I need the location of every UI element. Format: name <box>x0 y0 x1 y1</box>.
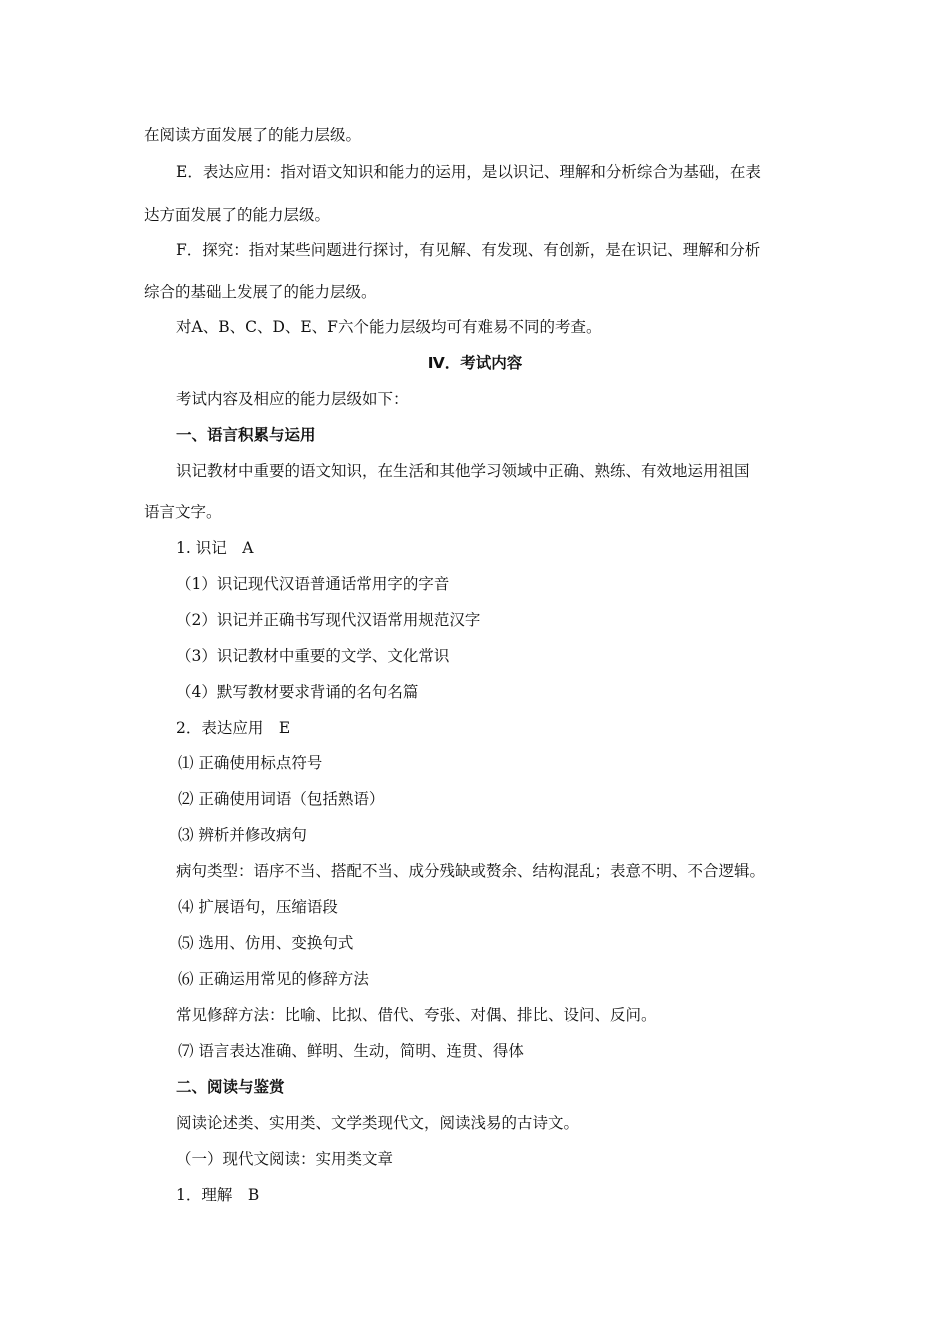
list-item: （一）现代文阅读：实用类文章 <box>176 1150 394 1168</box>
section-heading: Ⅳ．考试内容 <box>427 354 523 372</box>
list-item: ⑶ 辨析并修改病句 <box>178 826 307 844</box>
list-item: （3）识记教材中重要的文学、文化常识 <box>176 647 450 665</box>
subsection-heading: 二、阅读与鉴赏 <box>176 1078 285 1096</box>
list-item: 1. 识记 A <box>176 539 254 557</box>
list-item: 1．理解 B <box>176 1186 260 1204</box>
paragraph-line: 阅读论述类、实用类、文学类现代文，阅读浅易的古诗文。 <box>176 1114 580 1132</box>
paragraph-line: 对A、B、C、D、E、F六个能力层级均可有难易不同的考查。 <box>176 318 602 336</box>
list-item: （4）默写教材要求背诵的名句名篇 <box>176 683 419 701</box>
paragraph-line: 识记教材中重要的语文知识，在生活和其他学习领域中正确、熟练、有效地运用祖国 <box>176 462 750 480</box>
list-item: ⑵ 正确使用词语（包括熟语） <box>178 790 385 808</box>
list-item: （1）识记现代汉语普通话常用字的字音 <box>176 575 450 593</box>
list-item: ⑸ 选用、仿用、变换句式 <box>178 934 354 952</box>
paragraph-line: 语言文字。 <box>144 503 222 521</box>
paragraph-line: 综合的基础上发展了的能力层级。 <box>144 283 377 301</box>
subsection-heading: 一、语言积累与运用 <box>176 426 316 444</box>
list-item: ⑹ 正确运用常见的修辞方法 <box>178 970 369 988</box>
list-item: 2．表达应用 E <box>176 719 291 737</box>
paragraph-line: 达方面发展了的能力层级。 <box>144 206 331 224</box>
paragraph-line: 在阅读方面发展了的能力层级。 <box>144 126 362 144</box>
paragraph-line: E．表达应用：指对语文知识和能力的运用，是以识记、理解和分析综合为基础，在表 <box>176 163 761 181</box>
paragraph-line: 病句类型：语序不当、搭配不当、成分残缺或赘余、结构混乱；表意不明、不合逻辑。 <box>176 862 766 880</box>
list-item: （2）识记并正确书写现代汉语常用规范汉字 <box>176 611 481 629</box>
list-item: ⑷ 扩展语句，压缩语段 <box>178 898 338 916</box>
paragraph-line: 常见修辞方法：比喻、比拟、借代、夸张、对偶、排比、设问、反问。 <box>176 1006 657 1024</box>
paragraph-line: F．探究：指对某些问题进行探讨，有见解、有发现、有创新，是在识记、理解和分析 <box>176 241 761 259</box>
list-item: ⑺ 语言表达准确、鲜明、生动，简明、连贯、得体 <box>178 1042 524 1060</box>
list-item: ⑴ 正确使用标点符号 <box>178 754 323 772</box>
paragraph-line: 考试内容及相应的能力层级如下： <box>176 390 409 408</box>
